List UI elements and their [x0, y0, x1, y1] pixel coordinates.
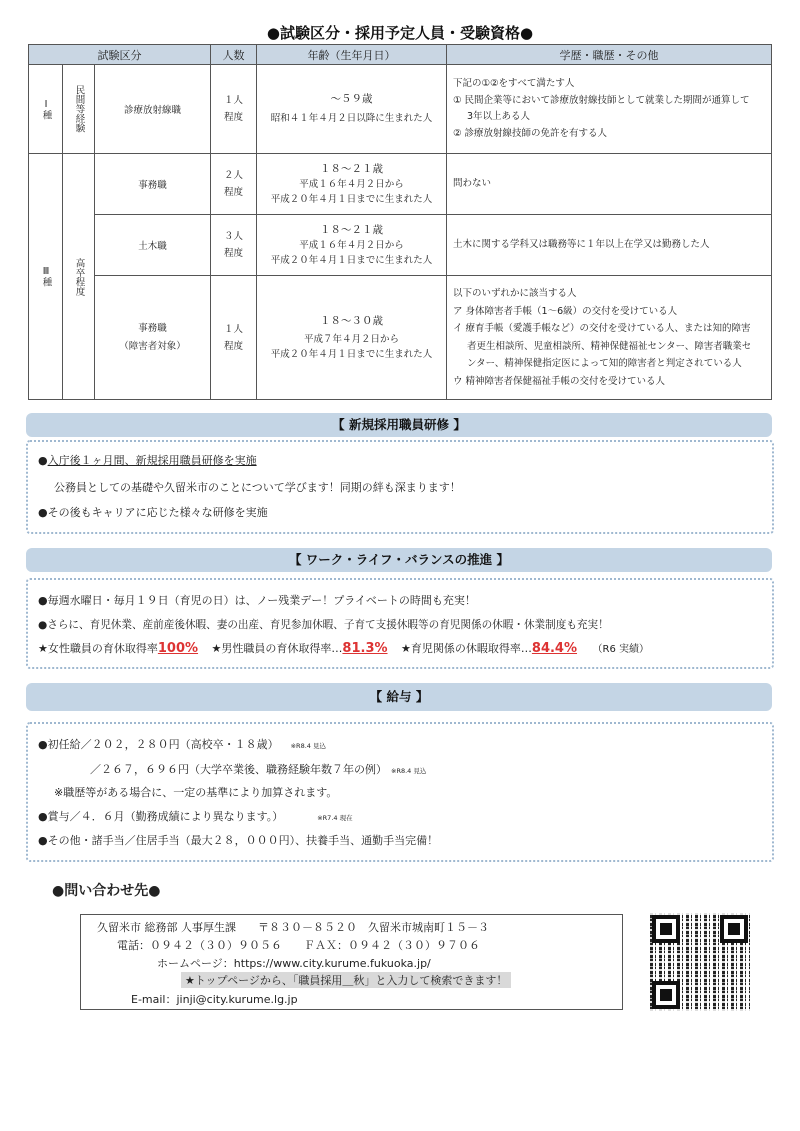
- salary-line-2: ／２６７，６９６円（大学卒業後、職務経験年数７年の例） ※R8.4 見込: [90, 763, 427, 776]
- people-cell: ２人 程度: [211, 154, 257, 215]
- salary-line-5: ●その他・諸手当／住居手当（最大２８，０００円）、扶養手当、通勤手当完備！: [38, 834, 439, 847]
- age-cell: １８～２１歳 平成１６年４月２日から 平成２０年４月１日までに生まれた人: [257, 215, 447, 276]
- cat1-cell: Ⅰ種: [29, 65, 63, 154]
- header-people: 人数: [211, 45, 257, 65]
- wlb-box: [26, 578, 774, 669]
- wlb-line-1: ●毎週水曜日・毎月１９日（育児の日）は、ノー残業デー！プライベートの時間も充実！: [38, 594, 476, 607]
- contact-box: [80, 914, 623, 1010]
- table-row: [29, 276, 772, 400]
- cat2-cell: 高卒程度: [63, 154, 95, 400]
- job-cell: 事務職: [95, 154, 211, 215]
- childcare-leave-rate: 84.4%: [531, 641, 578, 656]
- contact-title: ●問い合わせ先●: [52, 883, 161, 899]
- salary-line-3: ※職歴等がある場合に、一定の基準により加算されます。: [54, 786, 338, 799]
- wlb-line-2: ●さらに、育児休業、産前産後休暇、妻の出産、育児参加休暇、子育て支援休暇等の育児関係の休暇・休業制度も充実！: [38, 619, 609, 631]
- training-band: 【 新規採用職員研修 】: [26, 413, 772, 437]
- table-row: [29, 154, 772, 215]
- job-cell: 土木職: [95, 215, 211, 276]
- training-line-1: ●入庁後１ヶ月間、新規採用職員研修を実施: [38, 454, 257, 467]
- header-age: 年齢（生年月日）: [257, 45, 447, 65]
- wlb-band: 【 ワーク・ライフ・バランスの推進 】: [26, 548, 772, 572]
- contact-homepage[interactable]: ホームページ：https://www.city.kurume.fukuoka.jp/: [157, 957, 431, 970]
- salary-line-4: ●賞与／４．６月（勤務成績により異なります。） ※R7.4 現在: [38, 810, 353, 823]
- conditions-cell: 土木に関する学科又は職務等に１年以上在学又は勤務した人: [447, 215, 772, 276]
- salary-band: 【 給与 】: [26, 683, 772, 711]
- contact-email[interactable]: E-mail：jinji@city.kurume.lg.jp: [131, 993, 298, 1006]
- age-cell: １８～２１歳 平成１６年４月２日から 平成２０年４月１日までに生まれた人: [257, 154, 447, 215]
- salary-line-1: ●初任給／２０２，２８０円（高校卒・１８歳） ※R8.4 見込: [38, 738, 326, 751]
- female-leave-rate: 100%: [157, 641, 199, 656]
- qr-code-icon[interactable]: [650, 913, 750, 1011]
- cat1-cell: Ⅲ種: [29, 154, 63, 400]
- qualifications-title: ●試験区分・採用予定人員・受験資格●: [266, 24, 534, 42]
- job-cell: 診療放射線職: [95, 65, 211, 154]
- age-cell: ～５９歳 昭和４１年４月２日以降に生まれた人: [257, 65, 447, 154]
- people-cell: １人 程度: [211, 276, 257, 400]
- age-cell: １８～３０歳 平成７年４月２日から 平成２０年４月１日までに生まれた人: [257, 276, 447, 400]
- people-cell: １人 程度: [211, 65, 257, 154]
- conditions-cell: 問わない: [447, 154, 772, 215]
- table-row: [29, 65, 772, 154]
- training-line-2: 公務員としての基礎や久留米市のことについて学びます！同期の絆も深まります！: [54, 481, 461, 494]
- conditions-cell: 下記の①②をすべて満たす人 ① 民間企業等において診療放射線技師として就業した期間が通算して 3年以上ある人 ② 診療放射線技師の免許を有する人: [447, 65, 772, 154]
- training-box: [26, 440, 774, 534]
- conditions-cell: 以下のいずれかに該当する人 ア 身体障害者手帳（1～6級）の交付を受けている人 イ 療育手帳（愛護手帳など）の交付を受けている人、または知的障害 者更生相談所、児童相談所、精神保健福祉センター、障害者職業セ ンター、精神保健指定医によって知的障害者と判定されている人 ウ 精神障害者保健福祉手帳の交付を受けている人: [447, 276, 772, 400]
- header-category: 試験区分: [29, 45, 211, 65]
- header-conditions: 学歴・職歴・その他: [447, 45, 772, 65]
- wlb-stats: ★女性職員の育休取得率100% ★男性職員の育休取得率…81.3% ★育児関係の休暇取得率…84.4% （R6 実績）: [38, 641, 650, 656]
- table-header-row: [29, 45, 772, 65]
- training-line-3: ●その後もキャリアに応じた様々な研修を実施: [38, 506, 268, 519]
- qualifications-table: [28, 44, 772, 400]
- salary-box: [26, 722, 774, 862]
- cat2-cell: 民間等経験: [63, 65, 95, 154]
- job-cell: 事務職 （障害者対象）: [95, 276, 211, 400]
- people-cell: ３人 程度: [211, 215, 257, 276]
- table-row: [29, 215, 772, 276]
- male-leave-rate: 81.3%: [342, 641, 388, 656]
- contact-phone: 電話：０９４２（３０）９０５６ ＦＡＸ：０９４２（３０）９７０６: [117, 939, 480, 952]
- contact-address: 久留米市 総務部 人事厚生課 〒８３０－８５２０ 久留米市城南町１５－３: [97, 921, 489, 934]
- contact-search-tip: ★トップページから、「職員採用＿秋」と入力して検索できます！: [181, 972, 511, 988]
